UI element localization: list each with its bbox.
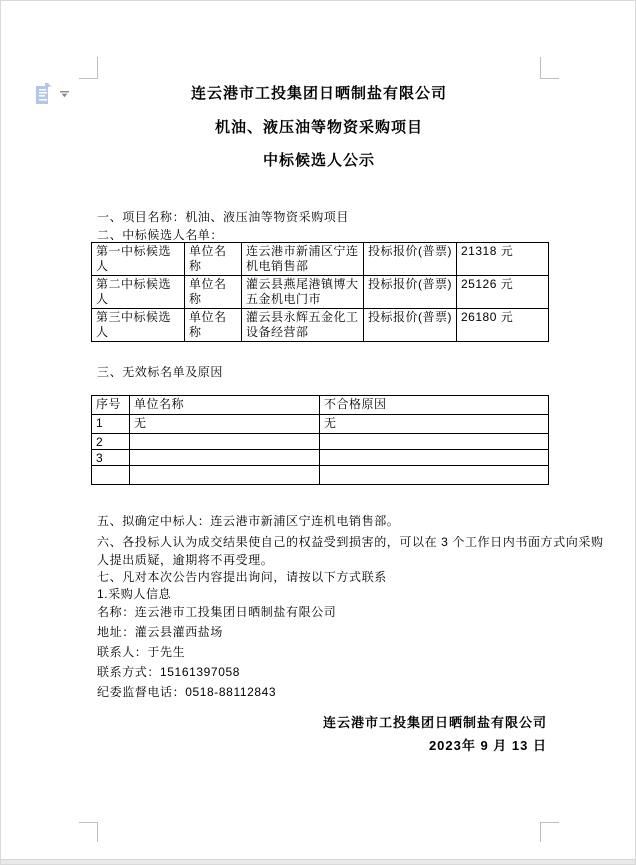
invalid-row-4 xyxy=(92,466,549,485)
price-label: 投标报价(普票) xyxy=(364,309,457,342)
purchaser-info-heading: 1.采购人信息 xyxy=(97,587,172,601)
price-label: 投标报价(普票) xyxy=(364,276,457,309)
candidate-row-1 xyxy=(92,243,549,276)
seq-cell: 3 xyxy=(92,450,130,466)
col-header-seq: 序号 xyxy=(92,396,130,415)
margin-mark-bottom-left xyxy=(79,822,98,842)
unit-label: 单位名称 xyxy=(185,276,242,309)
seq-cell: 1 xyxy=(92,415,130,434)
unit-label: 单位名称 xyxy=(185,243,242,276)
candidate-row-2 xyxy=(92,276,549,309)
section-objection-line1: 六、各投标人认为成交结果使自己的权益受到损害的，可以在 3 个工作日内书面方式向采购 xyxy=(97,535,604,549)
section-contact-heading: 七、凡对本次公告内容提出询问，请按以下方式联系 xyxy=(97,570,387,584)
purchaser-contact-person: 联系人：于先生 xyxy=(97,645,186,659)
col-header-reason: 不合格原因 xyxy=(320,396,549,415)
supervision-phone: 纪委监督电话：0518-88112843 xyxy=(97,685,277,699)
purchaser-phone: 联系方式：15161397058 xyxy=(97,665,241,679)
page-bottom-edge xyxy=(1,859,635,864)
seq-cell xyxy=(92,466,130,485)
candidates-table xyxy=(91,242,549,342)
candidate-rank: 第三中标候选人 xyxy=(92,309,185,342)
price-value: 25126 元 xyxy=(457,276,549,309)
col-header-unit: 单位名称 xyxy=(130,396,320,415)
candidate-rank: 第一中标候选人 xyxy=(92,243,185,276)
section-project-name: 一、项目名称：机油、液压油等物资采购项目 xyxy=(97,210,350,224)
footer-company: 连云港市工投集团日晒制盐有限公司 xyxy=(322,715,547,730)
unit-name: 灌云县永辉五金化工设备经营部 xyxy=(242,309,364,342)
reason-cell xyxy=(320,434,549,450)
section-candidates-heading: 二、中标候选人名单： xyxy=(97,228,224,242)
unit-cell xyxy=(130,434,320,450)
reason-cell xyxy=(320,450,549,466)
footer-date: 2023年 9 月 13 日 xyxy=(428,738,547,753)
section-objection-line2: 人提出质疑，逾期将不再受理。 xyxy=(97,553,274,567)
invalid-row-3 xyxy=(92,450,549,466)
unit-name: 连云港市新浦区宁连机电销售部 xyxy=(242,243,364,276)
reason-cell: 无 xyxy=(320,415,549,434)
unit-cell xyxy=(130,450,320,466)
price-value: 21318 元 xyxy=(457,243,549,276)
doc-title-company: 连云港市工投集团日晒制盐有限公司 xyxy=(190,85,447,102)
invalid-row-1 xyxy=(92,415,549,434)
section-winner: 五、拟确定中标人：连云港市新浦区宁连机电销售部。 xyxy=(97,514,400,528)
seq-cell: 2 xyxy=(92,434,130,450)
price-value: 26180 元 xyxy=(457,309,549,342)
purchaser-address: 地址：灌云县灌西盐场 xyxy=(97,625,224,639)
doc-title-project: 机油、液压油等物资采购项目 xyxy=(214,119,423,136)
unit-cell: 无 xyxy=(130,415,320,434)
price-label: 投标报价(普票) xyxy=(364,243,457,276)
unit-name: 灌云县燕尾港镇博大五金机电门市 xyxy=(242,276,364,309)
unit-cell xyxy=(130,466,320,485)
invalid-header-row xyxy=(92,396,549,415)
section-invalid-heading: 三、无效标名单及原因 xyxy=(97,365,224,379)
invalid-row-2 xyxy=(92,434,549,450)
candidate-row-3 xyxy=(92,309,549,342)
candidate-rank: 第二中标候选人 xyxy=(92,276,185,309)
margin-mark-top-right xyxy=(540,57,559,79)
unit-label: 单位名称 xyxy=(185,309,242,342)
margin-mark-bottom-right xyxy=(540,822,559,842)
reason-cell xyxy=(320,466,549,485)
purchaser-name: 名称：连云港市工投集团日晒制盐有限公司 xyxy=(97,605,337,619)
invalid-bids-table xyxy=(91,395,549,485)
margin-mark-top-left xyxy=(79,57,98,79)
doc-title-notice: 中标候选人公示 xyxy=(262,152,375,169)
